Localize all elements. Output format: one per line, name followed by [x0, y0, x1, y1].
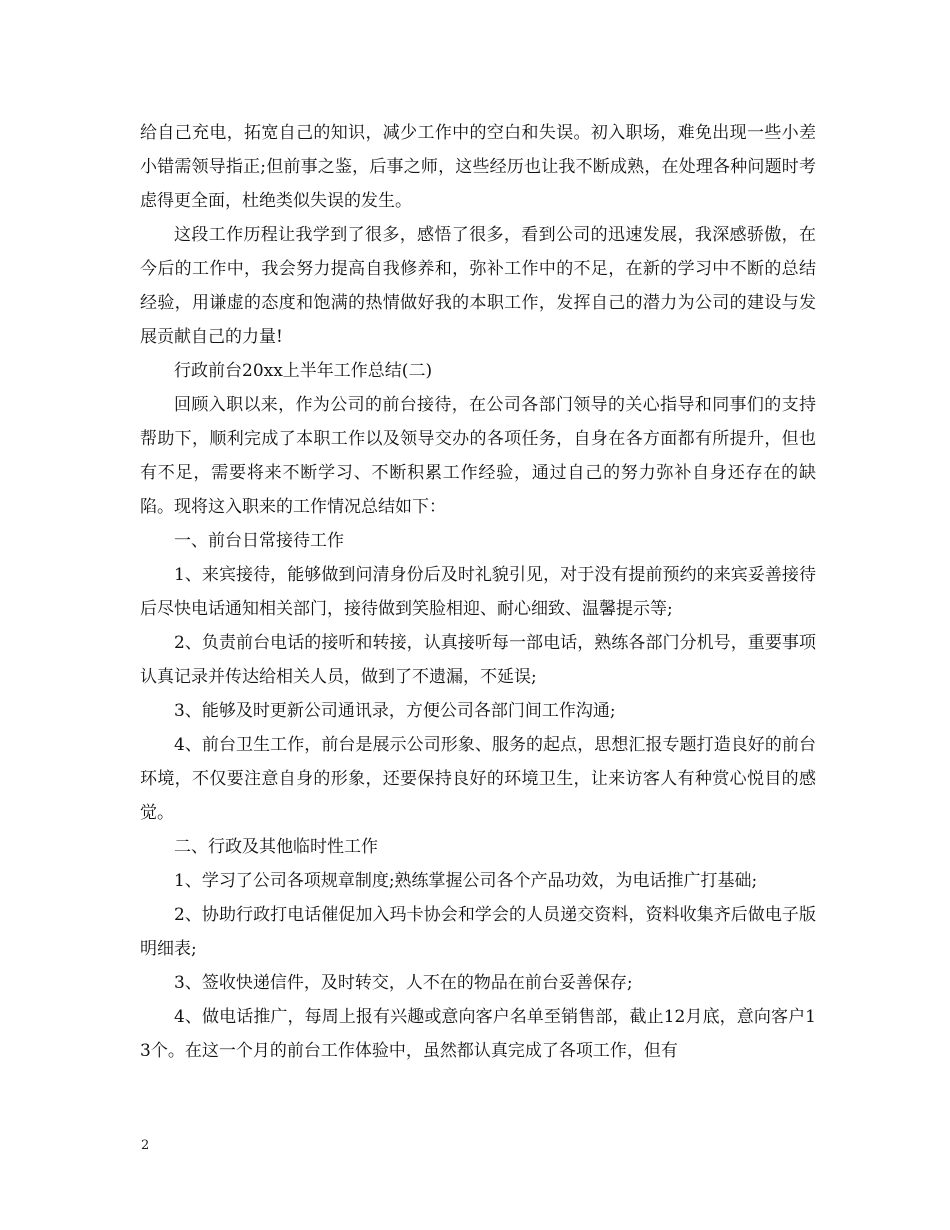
document-body	[140, 116, 816, 1068]
paragraph-1: 给自己充电，拓宽自己的知识，减少工作中的空白和失误。初入职场，难免出现一些小差小错需领导指正;但前事之鉴，后事之师，这些经历也让我不断成熟，在处理各种问题时考虑得更全面，杜绝类似失误的发生。	[140, 123, 816, 211]
list-item-admin-1: 1、学习了公司各项规章制度;熟练掌握公司各个产品功效，为电话推广打基础;	[174, 871, 758, 891]
section-title: 行政前台20xx上半年工作总结(二)	[174, 361, 433, 381]
paragraph-3: 回顾入职以来，作为公司的前台接待，在公司各部门领导的关心指导和同事们的支持帮助下，顺利完成了本职工作以及领导交办的各项任务，自身在各方面都有所提升，但也有不足，需要将来不断学习、不断积累工作经验，通过自己的努力弥补自身还存在的缺陷。现将这入职来的工作情况总结如下：	[140, 395, 816, 517]
list-item-admin-3: 3、签收快递信件，及时转交，人不在的物品在前台妥善保存;	[174, 973, 633, 993]
heading-administrative-work: 二、行政及其他临时性工作	[174, 837, 378, 857]
list-item-admin-4: 4、做电话推广，每周上报有兴趣或意向客户名单至销售部，截止12月底，意向客户13个。在这一个月的前台工作体验中，虽然都认真完成了各项工作，但有	[140, 1007, 816, 1061]
list-item-reception-2: 2、负责前台电话的接听和转接，认真接听每一部电话，熟练各部门分机号，重要事项认真记录并传达给相关人员，做到了不遗漏，不延误;	[140, 633, 816, 687]
paragraph-2: 这段工作历程让我学到了很多，感悟了很多，看到公司的迅速发展，我深感骄傲，在今后的工作中，我会努力提高自我修养和，弥补工作中的不足，在新的学习中不断的总结经验，用谦虚的态度和饱满的热情做好我的本职工作，发挥自己的潜力为公司的建设与发展贡献自己的力量!	[140, 225, 816, 347]
list-item-admin-2: 2、协助行政打电话催促加入玛卡协会和学会的人员递交资料，资料收集齐后做电子版明细表;	[140, 905, 816, 959]
list-item-reception-4: 4、前台卫生工作，前台是展示公司形象、服务的起点，思想汇报专题打造良好的前台环境，不仅要注意自身的形象，还要保持良好的环境卫生，让来访客人有种赏心悦目的感觉。	[140, 735, 816, 823]
list-item-reception-3: 3、能够及时更新公司通讯录，方便公司各部门间工作沟通;	[174, 701, 616, 721]
list-item-reception-1: 1、来宾接待，能够做到问清身份后及时礼貌引见，对于没有提前预约的来宾妥善接待后尽快电话通知相关部门，接待做到笑脸相迎、耐心细致、温馨提示等;	[140, 565, 816, 619]
page-number: 2	[141, 1138, 150, 1153]
heading-front-desk-reception: 一、前台日常接待工作	[174, 531, 344, 551]
